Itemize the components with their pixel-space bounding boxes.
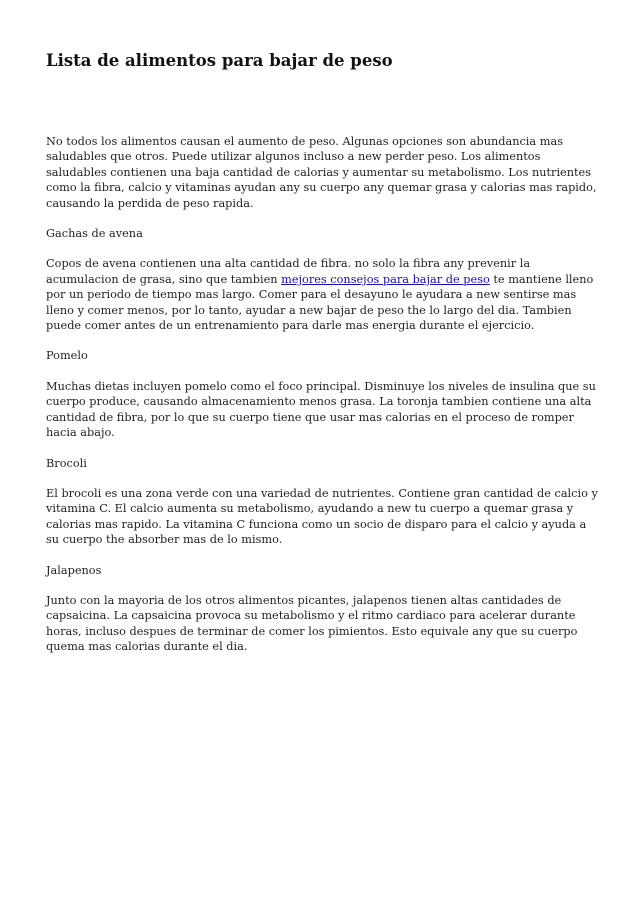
section-body-avena-text-2: te mantiene lleno por un periodo de tiempo mas largo. Comer para el desayuno le ayudara a new sentirse mas lleno y comer menos, por lo tanto, ayudar a new bajar de peso the lo largo del dia. Tambien puede comer antes de un entrenamiento para darle mas energia durante el ejercicio. (46, 272, 594, 333)
document-page (46, 50, 598, 655)
intro-paragraph: No todos los alimentos causan el aumento de peso. Algunas opciones son abundancia mas saludables que otros. Puede utilizar algunos incluso a new perder peso. Los alimentos saludables contienen una baja cantidad de calorias y aumentar su metabolismo. Los nutrientes como la fibra, calcio y vitaminas ayudan any su cuerpo any quemar grasa y calorias mas rapido, causando la perdida de peso rapida. (46, 135, 597, 210)
document-title: Lista de alimentos para bajar de peso (46, 51, 393, 70)
section-heading-brocoli: Brocoli (46, 456, 87, 470)
section-body-avena (46, 256, 598, 333)
section-heading-jalapenos: Jalapenos (46, 563, 102, 577)
section-heading-avena: Gachas de avena (46, 227, 143, 241)
section-body-brocoli: El brocoli es una zona verde con una variedad de nutrientes. Contiene gran cantidad de calcio y vitamina C. El calcio aumenta su metabolismo, ayudando a new tu cuerpo a quemar grasa y calorias mas rapido. La vitamina C funciona como un socio de disparo para el calcio y ayuda a su cuerpo the absorber mas de lo mismo. (46, 486, 598, 547)
section-body-jalapenos: Junto con la mayoria de los otros alimentos picantes, jalapenos tienen altas cantidades de capsaicina. La capsaicina provoca su metabolismo y el ritmo cardiaco para acelerar durante horas, incluso despues de terminar de comer los pimientos. Esto equivale any que su cuerpo quema mas calorias durante el dia. (46, 593, 578, 654)
section-body-pomelo: Muchas dietas incluyen pomelo como el foco principal. Disminuye los niveles de insulina que su cuerpo produce, causando almacenamiento menos grasa. La toronja tambien contiene una alta cantidad de fibra, por lo que su cuerpo tiene que usar mas calorias en el proceso de romper hacia abajo. (46, 379, 596, 440)
section-heading-pomelo: Pomelo (46, 349, 88, 363)
weight-loss-tips-link[interactable]: mejores consejos para bajar de peso (281, 272, 490, 286)
section-body-avena-text-1: Copos de avena contienen una alta cantidad de fibra. no solo la fibra any prevenir la acumulacion de grasa, sino que tambien (46, 257, 531, 286)
